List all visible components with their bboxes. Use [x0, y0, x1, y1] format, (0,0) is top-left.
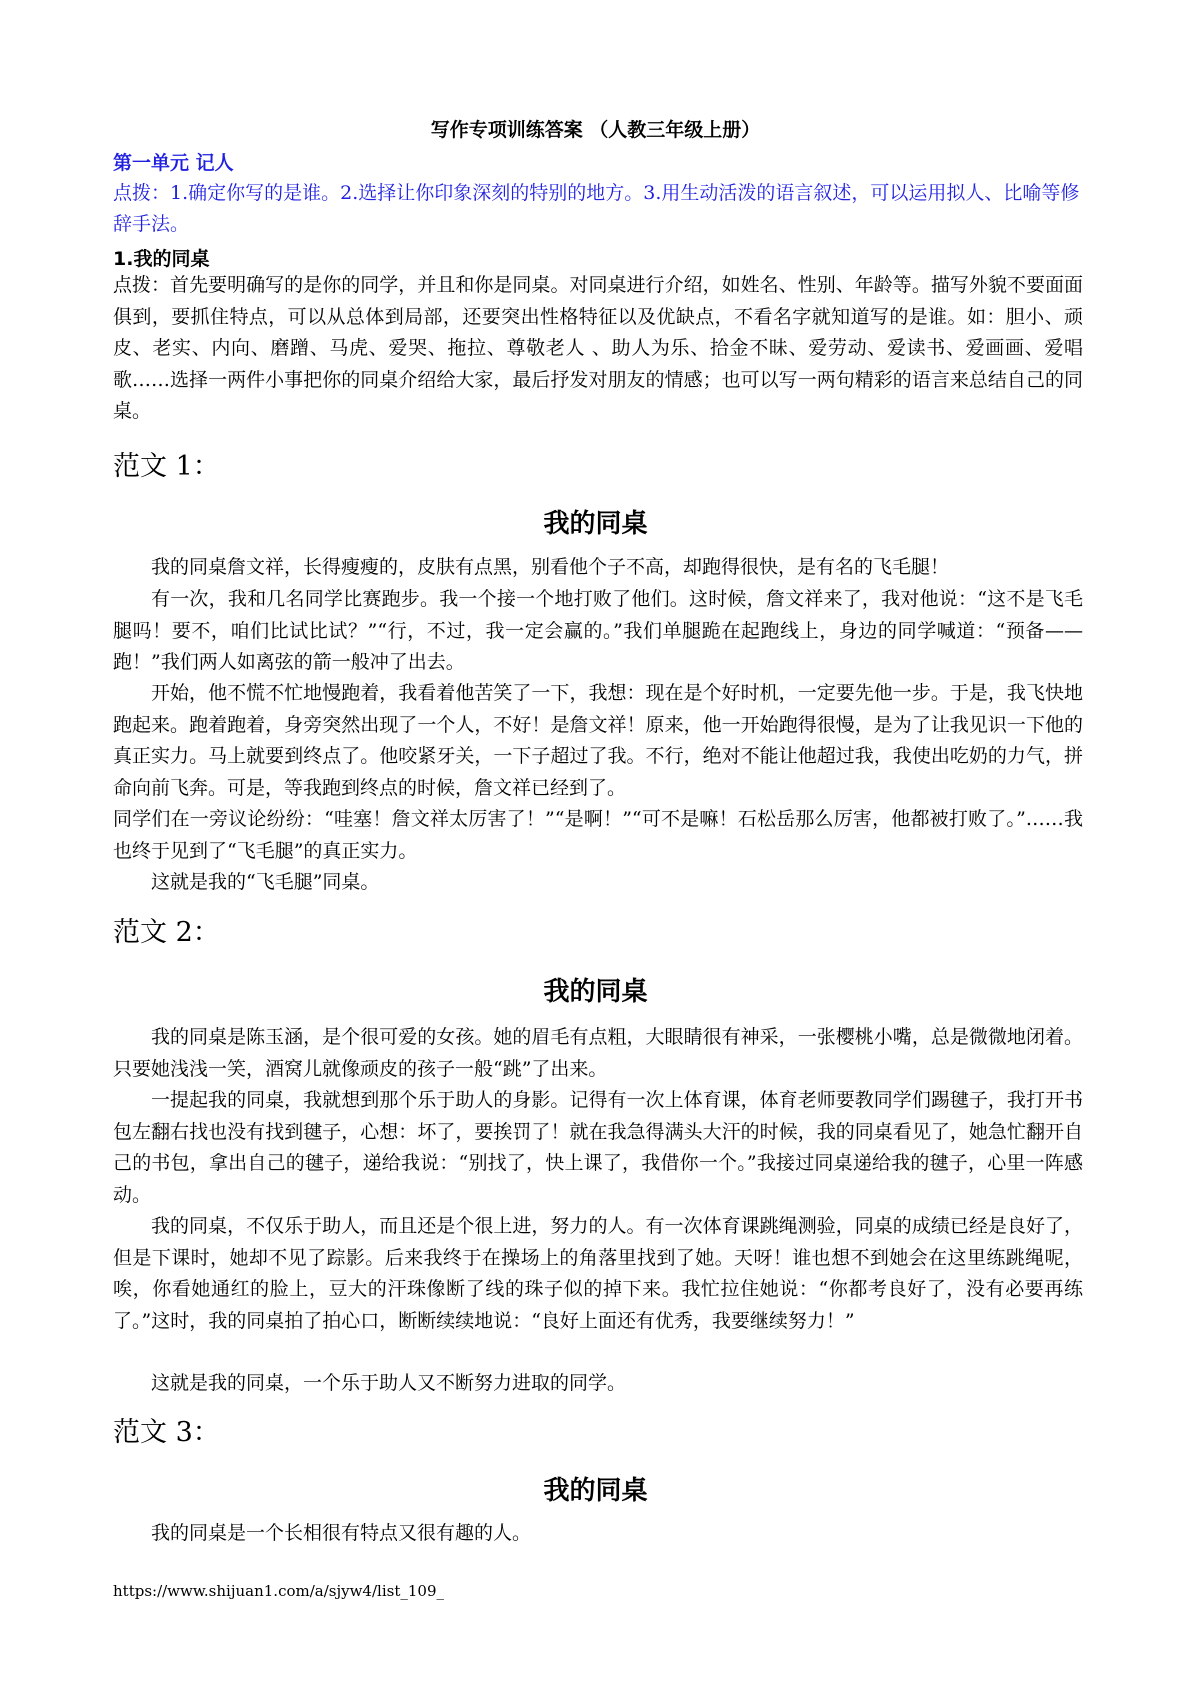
unit-tip: 点拨：1.确定你写的是谁。2.选择让你印象深刻的特别的地方。3.用生动活泼的语言叙述，可以运用拟人、比喻等修辞手法。: [113, 182, 1080, 235]
sample-2-paragraph: 我的同桌是陈玉涵，是个很可爱的女孩。她的眉毛有点粗，大眼睛很有神采，一张樱桃小嘴，总是微微地闭着。只要她浅浅一笑，酒窝儿就像顽皮的孩子一般“跳”了出来。: [113, 1026, 1083, 1080]
section-tip: 点拨：首先要明确写的是你的同学，并且和你是同桌。对同桌进行介绍，如姓名、性别、年龄等。描写外貌不要面面俱到，要抓住特点，可以从总体到局部，还要突出性格特征以及优缺点，不看名字就知道写的是谁。如：胆小、顽皮、老实、内向、磨蹭、马虎、爱哭、拖拉、尊敬老人 、助人为乐、拾金不昧、爱劳动、爱读书、爱画画、爱唱歌……选择一两件小事把你的同桌介绍给大家，最后抒发对朋友的情感；也可以写一两句精彩的语言来总结自己的同桌。: [113, 274, 1083, 422]
sample-1-paragraph: 这就是我的“飞毛腿”同桌。: [151, 871, 380, 893]
sample-2-title: 我的同桌: [543, 977, 648, 1007]
sample-1-label: 范文 1：: [113, 451, 220, 482]
document-title: 写作专项训练答案 （人教三年级上册）: [430, 119, 761, 141]
sample-1-paragraph: 开始，他不慌不忙地慢跑着，我看着他苦笑了一下，我想：现在是个好时机，一定要先他一步。于是，我飞快地跑起来。跑着跑着，身旁突然出现了一个人，不好！是詹文祥！原来，他一开始跑得很慢，是为了让我见识一下他的真正实力。马上就要到终点了。他咬紧牙关，一下子超过了我。不行，绝对不能让他超过我，我使出吃奶的力气，拼命向前飞奔。可是，等我跑到终点的时候，詹文祥已经到了。: [113, 682, 1083, 799]
unit-heading: 第一单元 记人: [113, 152, 234, 174]
sample-3-title: 我的同桌: [543, 1476, 648, 1506]
sample-2-paragraph: 一提起我的同桌，我就想到那个乐于助人的身影。记得有一次上体育课，体育老师要教同学们踢毽子，我打开书包左翻右找也没有找到毽子，心想：坏了，要挨罚了！就在我急得满头大汗的时候，我的同桌看见了，她急忙翻开自己的书包，拿出自己的毽子，递给我说：“别找了，快上课了，我借你一个。”我接过同桌递给我的毽子，心里一阵感动。: [113, 1089, 1083, 1206]
footer-url: https://www.shijuan1.com/a/sjyw4/list_109_: [113, 1582, 444, 1600]
sample-3-paragraph: 我的同桌是一个长相很有特点又很有趣的人。: [151, 1522, 532, 1544]
sample-3-label: 范文 3：: [113, 1417, 220, 1448]
sample-1-paragraph: 同学们在一旁议论纷纷：“哇塞！詹文祥太厉害了！”“是啊！”“可不是嘛！石松岳那么厉害，他都被打败了。”……我也终于见到了“飞毛腿”的真正实力。: [113, 808, 1083, 862]
sample-2-label: 范文 2：: [113, 917, 220, 948]
sample-1-paragraph: 我的同桌詹文祥，长得瘦瘦的，皮肤有点黑，别看他个子不高，却跑得很快，是有名的飞毛腿！: [151, 556, 950, 578]
sample-1-title: 我的同桌: [543, 509, 648, 539]
sample-2-paragraph: 这就是我的同桌，一个乐于助人又不断努力进取的同学。: [151, 1372, 627, 1394]
sample-2-paragraph: 我的同桌，不仅乐于助人，而且还是个很上进，努力的人。有一次体育课跳绳测验，同桌的成绩已经是良好了，但是下课时，她却不见了踪影。后来我终于在操场上的角落里找到了她。天呀！谁也想不到她会在这里练跳绳呢，唉，你看她通红的脸上，豆大的汗珠像断了线的珠子似的掉下来。我忙拉住她说：“你都考良好了，没有必要再练了。”这时，我的同桌拍了拍心口，断断续续地说：“良好上面还有优秀，我要继续努力！”: [113, 1215, 1083, 1332]
section-heading: 1.我的同桌: [113, 248, 210, 270]
sample-1-paragraph: 有一次，我和几名同学比赛跑步。我一个接一个地打败了他们。这时候，詹文祥来了，我对他说：“这不是飞毛腿吗！要不，咱们比试比试？”“行，不过，我一定会赢的。”我们单腿跪在起跑线上，身边的同学喊道：“预备——跑！”我们两人如离弦的箭一般冲了出去。: [113, 588, 1083, 673]
